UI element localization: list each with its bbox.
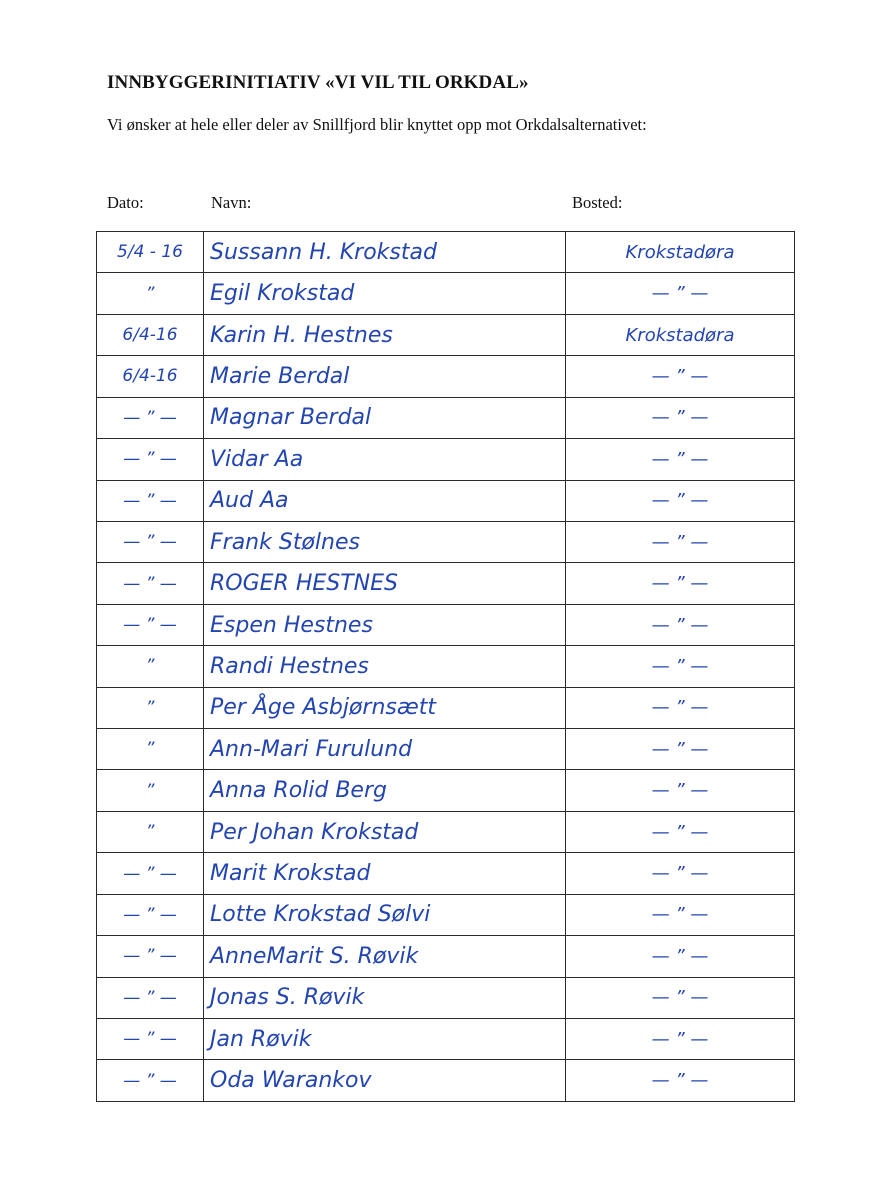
signature-date: ” (97, 646, 204, 687)
signature-date: — ” — (97, 563, 204, 604)
signature-name: Vidar Aa (204, 439, 566, 480)
signature-name: Espen Hestnes (204, 604, 566, 645)
table-row (97, 273, 795, 314)
signature-place: — ” — (566, 894, 795, 935)
signature-date: — ” — (97, 894, 204, 935)
table-row (97, 439, 795, 480)
signature-date: ” (97, 770, 204, 811)
signature-date: — ” — (97, 1060, 204, 1102)
signature-date: 6/4-16 (97, 356, 204, 397)
signature-name: Lotte Krokstad Sølvi (204, 894, 566, 935)
table-row (97, 729, 795, 770)
signature-place: — ” — (566, 397, 795, 438)
signature-place: — ” — (566, 1019, 795, 1060)
signature-date: — ” — (97, 604, 204, 645)
signature-place: — ” — (566, 646, 795, 687)
table-row (97, 646, 795, 687)
signature-date: — ” — (97, 977, 204, 1018)
table-row (97, 770, 795, 811)
signature-date: ” (97, 687, 204, 728)
table-row (97, 604, 795, 645)
table-row (97, 356, 795, 397)
signature-place: — ” — (566, 480, 795, 521)
signature-name: Marie Berdal (204, 356, 566, 397)
column-header-name: Navn: (211, 193, 252, 212)
table-row (97, 977, 795, 1018)
column-header-date: Dato: (107, 193, 144, 212)
signature-date: — ” — (97, 521, 204, 562)
signature-date: ” (97, 273, 204, 314)
signature-date: — ” — (97, 397, 204, 438)
document-subtitle: Vi ønsker at hele eller deler av Snillfjord blir knyttet opp mot Orkdalsalternativet: (107, 115, 647, 134)
signature-table (96, 231, 795, 1102)
table-row (97, 1060, 795, 1102)
signature-name: Jan Røvik (204, 1019, 566, 1060)
signature-place: — ” — (566, 356, 795, 397)
signature-name: Oda Warankov (204, 1060, 566, 1102)
signature-name: Magnar Berdal (204, 397, 566, 438)
signature-name: Egil Krokstad (204, 273, 566, 314)
signature-name: ROGER HESTNES (204, 563, 566, 604)
signature-place: — ” — (566, 563, 795, 604)
signature-name: Aud Aa (204, 480, 566, 521)
table-row (97, 853, 795, 894)
signature-date: — ” — (97, 853, 204, 894)
table-row (97, 397, 795, 438)
signature-place: — ” — (566, 604, 795, 645)
table-row (97, 232, 795, 273)
table-row (97, 314, 795, 355)
table-row (97, 1019, 795, 1060)
document-title: INNBYGGERINITIATIV «VI VIL TIL ORKDAL» (107, 72, 529, 93)
signature-date: — ” — (97, 936, 204, 977)
signature-place: — ” — (566, 977, 795, 1018)
table-row (97, 687, 795, 728)
signature-place: Krokstadøra (566, 314, 795, 355)
table-row (97, 936, 795, 977)
signature-place: — ” — (566, 811, 795, 852)
table-row (97, 480, 795, 521)
signature-name: Marit Krokstad (204, 853, 566, 894)
signature-name: AnneMarit S. Røvik (204, 936, 566, 977)
signature-place: — ” — (566, 439, 795, 480)
signature-date: ” (97, 729, 204, 770)
signature-place: — ” — (566, 853, 795, 894)
signature-date: ” (97, 811, 204, 852)
signature-date: — ” — (97, 439, 204, 480)
signature-place: — ” — (566, 936, 795, 977)
signature-place: — ” — (566, 770, 795, 811)
signature-date: — ” — (97, 1019, 204, 1060)
signature-place: — ” — (566, 687, 795, 728)
signature-place: — ” — (566, 521, 795, 562)
signature-place: — ” — (566, 273, 795, 314)
signature-name: Jonas S. Røvik (204, 977, 566, 1018)
signature-name: Anna Rolid Berg (204, 770, 566, 811)
signature-place: — ” — (566, 1060, 795, 1102)
signature-name: Per Johan Krokstad (204, 811, 566, 852)
signature-name: Per Åge Asbjørnsætt (204, 687, 566, 728)
table-row (97, 563, 795, 604)
signature-name: Frank Stølnes (204, 521, 566, 562)
signature-name: Ann-Mari Furulund (204, 729, 566, 770)
signature-date: 5/4 - 16 (97, 232, 204, 273)
signature-place: Krokstadøra (566, 232, 795, 273)
signature-table-body (97, 232, 795, 1102)
table-row (97, 521, 795, 562)
signature-date: — ” — (97, 480, 204, 521)
signature-place: — ” — (566, 729, 795, 770)
table-row (97, 894, 795, 935)
table-row (97, 811, 795, 852)
column-header-place: Bosted: (572, 193, 623, 212)
signature-name: Karin H. Hestnes (204, 314, 566, 355)
signature-date: 6/4-16 (97, 314, 204, 355)
signature-name: Sussann H. Krokstad (204, 232, 566, 273)
signature-name: Randi Hestnes (204, 646, 566, 687)
